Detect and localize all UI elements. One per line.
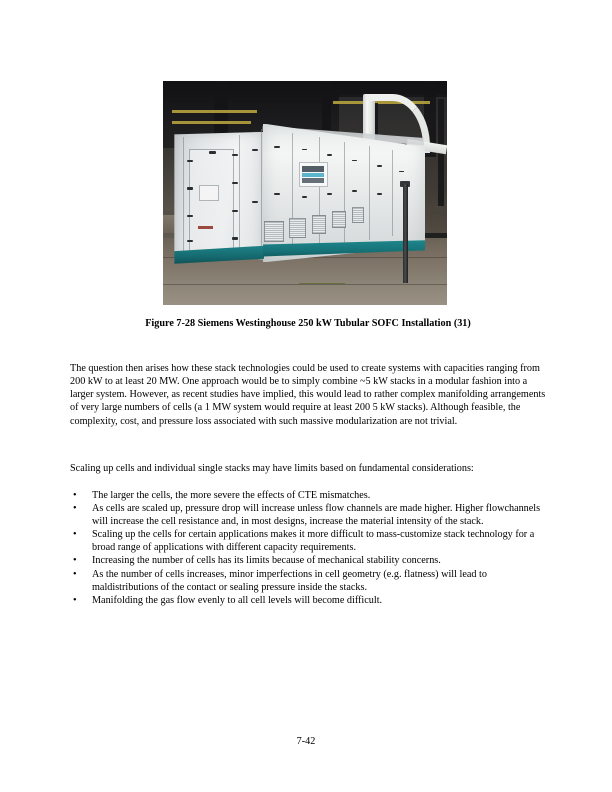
bullet-icon: • — [73, 568, 77, 580]
door-latch — [377, 193, 382, 195]
door-latch — [352, 190, 357, 192]
panel-seam — [344, 142, 345, 245]
placard-accent-bar — [302, 173, 324, 177]
panel-seam — [183, 137, 184, 254]
bullet-icon: • — [73, 594, 77, 606]
door-latch — [209, 151, 215, 153]
bullet-icon: • — [73, 529, 77, 541]
list-item — [70, 528, 546, 554]
door-latch — [232, 210, 238, 212]
door-latch — [274, 193, 280, 195]
louver-vent — [332, 211, 346, 228]
louver-vent — [312, 215, 326, 234]
figure-7-28 — [163, 81, 447, 305]
safety-railing — [172, 110, 257, 113]
panel-seam — [369, 146, 370, 240]
panel-seam — [392, 150, 393, 236]
ceiling-beam — [163, 85, 447, 96]
door-latch — [252, 149, 258, 151]
list-item-text: As the number of cells increases, minor imperfections in cell geometry (e.g. flatness) will lead to maldistributions of the contact or sealing pressure inside the stacks. — [92, 568, 487, 593]
list-item — [70, 568, 546, 594]
door-latch — [274, 146, 280, 148]
page-number: 7-42 — [296, 736, 316, 747]
door-latch — [302, 196, 307, 198]
floor-seam — [163, 284, 447, 285]
limits-bullet-list — [70, 489, 546, 607]
body-paragraph-2: Scaling up cells and individual single stacks may have limits based on fundamental considerations: — [70, 463, 474, 475]
door-latch — [232, 182, 238, 184]
list-item-text: As cells are scaled up, pressure drop will increase unless flow channels are made higher. Higher flowchannels will increase the cell resistance and, in most designs, increase the material intensity of the stack. — [92, 503, 541, 528]
figure-caption: Figure 7-28 Siemens Westinghouse 250 kW Tubular SOFC Installation (31) — [145, 318, 471, 329]
access-door — [189, 149, 233, 254]
equipment-sign — [199, 185, 218, 201]
ground-cable — [299, 269, 344, 283]
door-latch — [327, 154, 332, 156]
list-item-text: Increasing the number of cells has its limits because of mechanical stability concerns. — [92, 555, 441, 567]
warning-label — [198, 226, 213, 229]
panel-seam — [239, 135, 240, 254]
siemens-wordmark — [302, 166, 324, 172]
list-item — [70, 594, 546, 607]
panel-seam — [261, 129, 262, 257]
list-item-text: The larger the cells, the more severe the effects of CTE mismatches. — [92, 490, 371, 501]
floor-bollard — [403, 184, 408, 283]
body-paragraph-1: The question then arises how these stack technologies could be used to create systems with capacities ranging from 200 kW to at least 20 MW. One approach would be to simply combine ~5 kW stacks in a modular fashion into a larger system. However, as recent studies have implied, this would lead to rather complex manifolding arrangements of very large numbers of cells (a 1 MW system would require at least 200 5 kW stacks). Although feasible, the complexity, cost, and pressure loss associated with such massive modularization are not trivial. — [70, 363, 546, 427]
siemens-westinghouse-placard — [299, 162, 327, 186]
louver-vent — [352, 207, 364, 223]
list-item — [70, 489, 546, 502]
bullet-icon: • — [73, 490, 77, 501]
list-item — [70, 502, 546, 528]
door-latch — [187, 187, 193, 189]
bullet-icon: • — [73, 555, 77, 567]
door-latch — [377, 165, 382, 167]
list-item-text: Scaling up the cells for certain applications makes it more difficult to mass-customize stack technology for a broad range of applications with different capacity requirements. — [92, 529, 535, 554]
list-item-text: Manifolding the gas flow evenly to all cell levels will become difficult. — [92, 594, 383, 606]
bullet-icon: • — [73, 503, 77, 515]
sofc-enclosure — [174, 124, 424, 263]
louver-vent — [289, 218, 306, 238]
louver-vent — [264, 221, 283, 242]
list-item — [70, 554, 546, 567]
door-latch — [187, 160, 193, 162]
door-latch — [327, 193, 332, 195]
door-latch — [232, 237, 238, 239]
westinghouse-wordmark — [302, 178, 324, 183]
sofc-installation-photograph — [163, 81, 447, 305]
